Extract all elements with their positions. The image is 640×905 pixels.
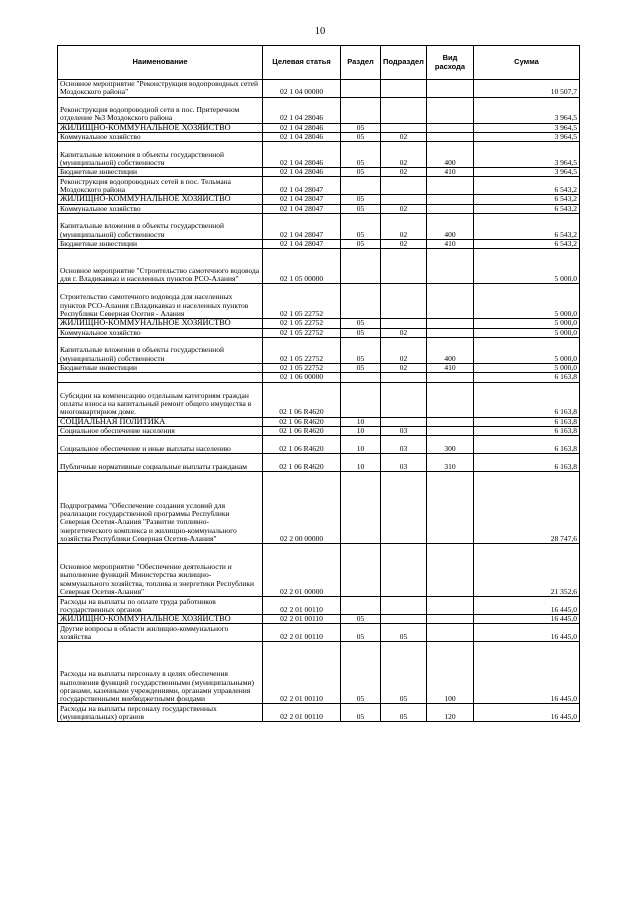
cell-target-article: 02 1 05 22752 <box>263 319 341 328</box>
cell-sum: 6 163,8 <box>474 382 580 417</box>
cell-name: Расходы на выплаты по оплате труда работников государственных органов <box>58 597 263 615</box>
cell-subsection: 02 <box>381 142 427 168</box>
cell-expense-type <box>427 80 474 98</box>
table-row <box>58 123 580 132</box>
table-row <box>58 204 580 213</box>
cell-target-article: 02 2 01 00110 <box>263 704 341 722</box>
cell-expense-type <box>427 132 474 141</box>
cell-target-article: 02 1 04 28047 <box>263 240 341 249</box>
cell-subsection: 02 <box>381 204 427 213</box>
cell-target-article: 02 1 05 22752 <box>263 284 341 319</box>
cell-subsection <box>381 195 427 204</box>
cell-section <box>341 597 381 615</box>
cell-section <box>341 373 381 382</box>
cell-sum: 28 747,6 <box>474 472 580 544</box>
cell-expense-type: 410 <box>427 168 474 177</box>
cell-subsection <box>381 382 427 417</box>
cell-section: 05 <box>341 642 381 704</box>
cell-name: Основное мероприятие "Строительство самотечного водовода для г. Владикавказ и населенных пунктов РСО-Алания" <box>58 249 263 284</box>
cell-expense-type: 120 <box>427 704 474 722</box>
cell-target-article: 02 1 05 00000 <box>263 249 341 284</box>
cell-section <box>341 472 381 544</box>
table-row <box>58 417 580 426</box>
budget-table <box>57 45 580 722</box>
cell-target-article: 02 1 04 28047 <box>263 214 341 240</box>
table-row <box>58 319 580 328</box>
cell-target-article: 02 1 04 28047 <box>263 195 341 204</box>
cell-target-article: 02 2 01 00110 <box>263 624 341 642</box>
cell-expense-type: 400 <box>427 337 474 363</box>
cell-sum: 16 445,0 <box>474 642 580 704</box>
cell-name: Бюджетные инвестиции <box>58 363 263 372</box>
cell-sum: 6 543,2 <box>474 204 580 213</box>
cell-sum: 16 445,0 <box>474 615 580 624</box>
cell-subsection <box>381 177 427 195</box>
cell-expense-type <box>427 426 474 435</box>
cell-expense-type: 300 <box>427 436 474 454</box>
cell-name: Коммунальное хозяйство <box>58 204 263 213</box>
cell-sum: 5 000,0 <box>474 363 580 372</box>
cell-sum: 3 964,5 <box>474 132 580 141</box>
cell-target-article: 02 1 04 28046 <box>263 123 341 132</box>
header-section: Раздел <box>341 46 381 80</box>
table-row <box>58 426 580 435</box>
cell-target-article: 02 1 05 22752 <box>263 328 341 337</box>
cell-name: ЖИЛИЩНО-КОММУНАЛЬНОЕ ХОЗЯЙСТВО <box>58 319 263 328</box>
header-name: Наименование <box>58 46 263 80</box>
cell-expense-type <box>427 382 474 417</box>
cell-sum: 6 163,8 <box>474 373 580 382</box>
cell-expense-type <box>427 177 474 195</box>
cell-target-article: 02 2 01 00110 <box>263 597 341 615</box>
cell-expense-type <box>427 249 474 284</box>
cell-section: 05 <box>341 624 381 642</box>
cell-target-article: 02 1 04 28046 <box>263 97 341 123</box>
cell-target-article: 02 2 01 00000 <box>263 544 341 597</box>
cell-sum: 5 000,0 <box>474 249 580 284</box>
cell-subsection <box>381 417 427 426</box>
cell-expense-type <box>427 544 474 597</box>
cell-sum: 16 445,0 <box>474 704 580 722</box>
table-row <box>58 436 580 454</box>
cell-subsection: 02 <box>381 214 427 240</box>
cell-section: 05 <box>341 704 381 722</box>
header-expense-type: Вид расхода <box>427 46 474 80</box>
table-row <box>58 337 580 363</box>
table-body <box>58 80 580 722</box>
cell-target-article: 02 1 06 R4620 <box>263 417 341 426</box>
cell-subsection: 03 <box>381 454 427 472</box>
cell-section: 05 <box>341 337 381 363</box>
cell-section <box>341 544 381 597</box>
cell-sum: 6 163,8 <box>474 436 580 454</box>
cell-sum: 5 000,0 <box>474 337 580 363</box>
header-target-article: Целевая статья <box>263 46 341 80</box>
cell-name: СОЦИАЛЬНАЯ ПОЛИТИКА <box>58 417 263 426</box>
cell-name: ЖИЛИЩНО-КОММУНАЛЬНОЕ ХОЗЯЙСТВО <box>58 615 263 624</box>
cell-expense-type: 310 <box>427 454 474 472</box>
cell-target-article: 02 1 04 28046 <box>263 168 341 177</box>
table-row <box>58 168 580 177</box>
table-row <box>58 382 580 417</box>
cell-expense-type <box>427 624 474 642</box>
cell-target-article: 02 1 04 28047 <box>263 177 341 195</box>
cell-name: Социальное обеспечение населения <box>58 426 263 435</box>
cell-sum: 6 163,8 <box>474 417 580 426</box>
cell-subsection: 02 <box>381 337 427 363</box>
cell-sum: 10 507,7 <box>474 80 580 98</box>
table-row <box>58 454 580 472</box>
cell-name: Капитальные вложения в объекты государственной (муниципальной) собственности <box>58 142 263 168</box>
table-row <box>58 132 580 141</box>
table-row <box>58 80 580 98</box>
cell-section <box>341 284 381 319</box>
cell-name: Коммунальное хозяйство <box>58 132 263 141</box>
cell-section <box>341 177 381 195</box>
cell-sum: 5 000,0 <box>474 319 580 328</box>
cell-expense-type <box>427 284 474 319</box>
cell-subsection <box>381 97 427 123</box>
table-row <box>58 615 580 624</box>
cell-name: Капитальные вложения в объекты государственной (муниципальной) собственности <box>58 337 263 363</box>
cell-subsection: 02 <box>381 132 427 141</box>
cell-target-article: 02 1 06 R4620 <box>263 426 341 435</box>
cell-expense-type: 410 <box>427 240 474 249</box>
cell-name <box>58 373 263 382</box>
cell-section: 10 <box>341 436 381 454</box>
cell-section: 05 <box>341 363 381 372</box>
table-row <box>58 214 580 240</box>
cell-sum: 5 000,0 <box>474 284 580 319</box>
table-row <box>58 642 580 704</box>
cell-target-article: 02 1 04 28046 <box>263 132 341 141</box>
cell-subsection: 02 <box>381 240 427 249</box>
cell-subsection: 05 <box>381 624 427 642</box>
cell-section: 05 <box>341 240 381 249</box>
cell-name: Публичные нормативные социальные выплаты гражданам <box>58 454 263 472</box>
cell-target-article: 02 1 04 28047 <box>263 204 341 213</box>
cell-section: 05 <box>341 168 381 177</box>
cell-section <box>341 97 381 123</box>
cell-name: ЖИЛИЩНО-КОММУНАЛЬНОЕ ХОЗЯЙСТВО <box>58 195 263 204</box>
cell-name: Бюджетные инвестиции <box>58 168 263 177</box>
cell-section: 05 <box>341 195 381 204</box>
cell-subsection <box>381 373 427 382</box>
table-row <box>58 249 580 284</box>
cell-expense-type: 400 <box>427 142 474 168</box>
cell-sum: 6 543,2 <box>474 240 580 249</box>
cell-subsection: 03 <box>381 436 427 454</box>
cell-subsection <box>381 123 427 132</box>
cell-target-article: 02 2 01 00110 <box>263 615 341 624</box>
cell-section: 10 <box>341 426 381 435</box>
cell-subsection <box>381 472 427 544</box>
page-number: 10 <box>314 26 326 37</box>
table-row <box>58 240 580 249</box>
table-row <box>58 373 580 382</box>
cell-expense-type <box>427 97 474 123</box>
cell-name: Основное мероприятие "Обеспечение деятельности и выполнение функций Министерства жилищно-коммунального хозяйства, топлива и энергетики Республики Северная Осетия-Алания" <box>58 544 263 597</box>
cell-name: Социальное обеспечение и иные выплаты населению <box>58 436 263 454</box>
header-sum: Сумма <box>474 46 580 80</box>
cell-subsection <box>381 80 427 98</box>
table-row <box>58 97 580 123</box>
cell-subsection: 05 <box>381 704 427 722</box>
cell-sum: 16 445,0 <box>474 624 580 642</box>
table-row <box>58 472 580 544</box>
cell-sum: 3 964,5 <box>474 123 580 132</box>
cell-target-article: 02 2 00 00000 <box>263 472 341 544</box>
table-row <box>58 284 580 319</box>
cell-sum: 21 352,6 <box>474 544 580 597</box>
cell-name: Строительство самотечного водовода для населенных пунктов РСО-Алания г.Владикавказ и населенных пунктов Республики Северная Осетия - Алания <box>58 284 263 319</box>
cell-name: ЖИЛИЩНО-КОММУНАЛЬНОЕ ХОЗЯЙСТВО <box>58 123 263 132</box>
cell-sum: 3 964,5 <box>474 142 580 168</box>
table-row <box>58 544 580 597</box>
cell-expense-type <box>427 319 474 328</box>
cell-name: Подпрограмма "Обеспечение создания условий для реализации государственной программы Республики Северная Осетия-Алания "Развитие топливно-энергетического комплекса и жилищно-коммунального хозяйства Республики Северная Осетия-Алания" <box>58 472 263 544</box>
cell-sum: 5 000,0 <box>474 328 580 337</box>
cell-section: 05 <box>341 142 381 168</box>
cell-section: 05 <box>341 319 381 328</box>
cell-section: 10 <box>341 454 381 472</box>
cell-target-article: 02 1 06 00000 <box>263 373 341 382</box>
table-row <box>58 328 580 337</box>
table-row <box>58 142 580 168</box>
cell-subsection: 02 <box>381 363 427 372</box>
cell-section <box>341 80 381 98</box>
cell-expense-type <box>427 373 474 382</box>
cell-name: Другие вопросы в области жилищно-коммунального хозяйства <box>58 624 263 642</box>
cell-section: 05 <box>341 615 381 624</box>
cell-section <box>341 249 381 284</box>
cell-name: Расходы на выплаты персоналу государственных (муниципальных) органов <box>58 704 263 722</box>
cell-expense-type <box>427 328 474 337</box>
cell-name: Бюджетные инвестиции <box>58 240 263 249</box>
cell-sum: 6 163,8 <box>474 426 580 435</box>
cell-target-article: 02 1 06 R4620 <box>263 382 341 417</box>
cell-sum: 6 543,2 <box>474 177 580 195</box>
cell-sum: 3 964,5 <box>474 168 580 177</box>
cell-name: Коммунальное хозяйство <box>58 328 263 337</box>
cell-section: 05 <box>341 132 381 141</box>
cell-name: Расходы на выплаты персоналу в целях обеспечения выполнения функций государственными (муниципальными) органами, казенными учреждениями, органами управления государственными внебюджетными фондами <box>58 642 263 704</box>
cell-target-article: 02 1 04 28046 <box>263 142 341 168</box>
cell-sum: 6 543,2 <box>474 214 580 240</box>
cell-name: Реконструкция водопроводной сети в пос. Притеречном отделение №3 Моздокского района <box>58 97 263 123</box>
cell-expense-type: 100 <box>427 642 474 704</box>
cell-target-article: 02 1 06 R4620 <box>263 436 341 454</box>
cell-sum: 16 445,0 <box>474 597 580 615</box>
cell-expense-type <box>427 417 474 426</box>
cell-name: Субсидии на компенсацию отдельным категориям граждан оплаты взноса на капитальный ремонт общего имущества в многоквартирном доме. <box>58 382 263 417</box>
cell-subsection <box>381 597 427 615</box>
cell-expense-type <box>427 615 474 624</box>
cell-expense-type <box>427 597 474 615</box>
cell-section: 05 <box>341 214 381 240</box>
table-row <box>58 177 580 195</box>
cell-subsection <box>381 319 427 328</box>
cell-name: Основное мероприятие "Реконструкция водопроводных сетей Моздокского района" <box>58 80 263 98</box>
cell-expense-type <box>427 204 474 213</box>
cell-expense-type <box>427 472 474 544</box>
cell-section: 05 <box>341 123 381 132</box>
table-row <box>58 624 580 642</box>
cell-subsection <box>381 615 427 624</box>
cell-subsection <box>381 284 427 319</box>
table-header-row <box>58 46 580 80</box>
cell-subsection <box>381 544 427 597</box>
cell-target-article: 02 1 06 R4620 <box>263 454 341 472</box>
cell-section: 10 <box>341 417 381 426</box>
cell-target-article: 02 1 05 22752 <box>263 337 341 363</box>
cell-section <box>341 382 381 417</box>
cell-sum: 6 163,8 <box>474 454 580 472</box>
cell-expense-type: 410 <box>427 363 474 372</box>
cell-subsection: 02 <box>381 168 427 177</box>
table-row <box>58 597 580 615</box>
table-row <box>58 195 580 204</box>
cell-sum: 3 964,5 <box>474 97 580 123</box>
cell-subsection <box>381 249 427 284</box>
cell-target-article: 02 1 05 22752 <box>263 363 341 372</box>
cell-target-article: 02 1 04 00000 <box>263 80 341 98</box>
cell-expense-type: 400 <box>427 214 474 240</box>
cell-sum: 6 543,2 <box>474 195 580 204</box>
cell-subsection: 05 <box>381 642 427 704</box>
cell-name: Капитальные вложения в объекты государственной (муниципальной) собственности <box>58 214 263 240</box>
cell-subsection: 02 <box>381 328 427 337</box>
cell-section: 05 <box>341 328 381 337</box>
cell-target-article: 02 2 01 00110 <box>263 642 341 704</box>
cell-subsection: 03 <box>381 426 427 435</box>
cell-name: Реконструкция водопроводных сетей в пос. Тельмана Моздокского района <box>58 177 263 195</box>
cell-expense-type <box>427 123 474 132</box>
table-row <box>58 704 580 722</box>
cell-section: 05 <box>341 204 381 213</box>
header-subsection: Подраздел <box>381 46 427 80</box>
cell-expense-type <box>427 195 474 204</box>
